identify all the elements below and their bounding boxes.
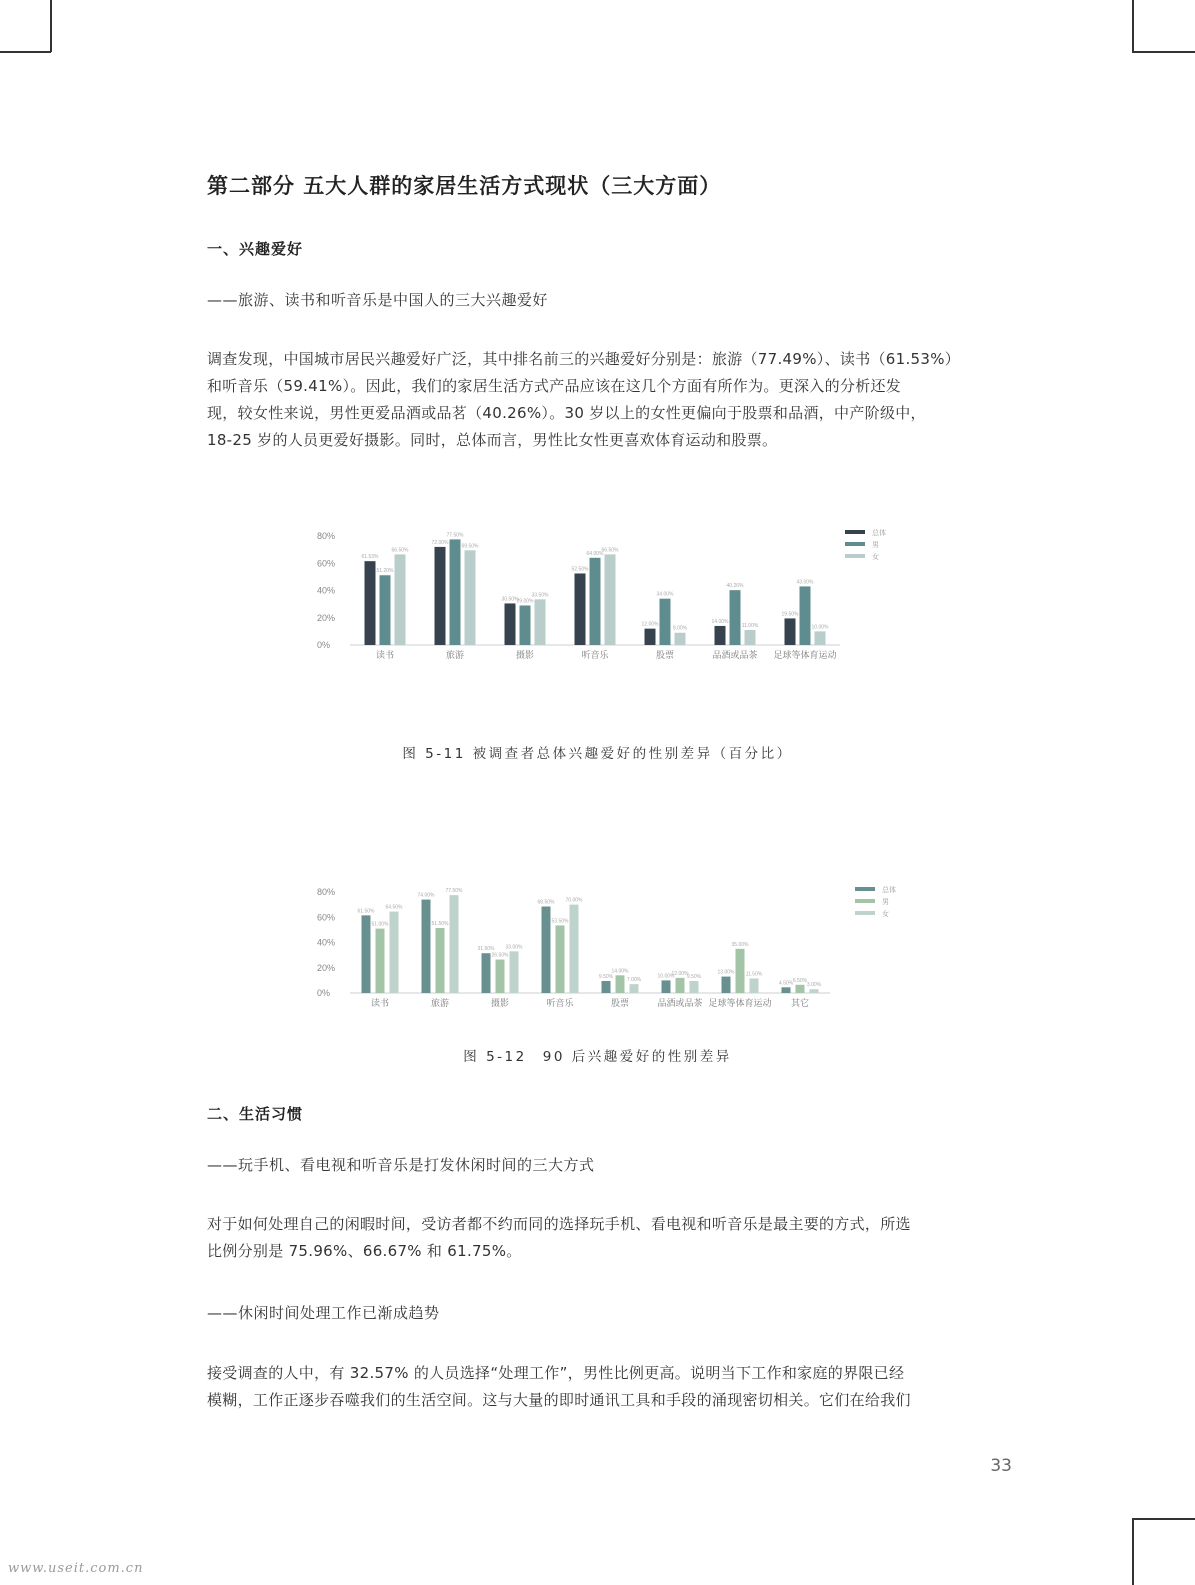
crop-mark-top-right-v: [1132, 0, 1134, 52]
data-label: 11.00%: [741, 623, 759, 630]
data-label: 74.00%: [417, 892, 435, 899]
y-tick-label: 80%: [317, 887, 336, 897]
data-label: 14.00%: [711, 618, 729, 625]
data-label: 30.50%: [501, 596, 519, 603]
x-tick-label: 摄影: [515, 651, 535, 661]
legend-label: 女: [882, 910, 889, 918]
legend-swatch: [855, 911, 875, 915]
paragraph-line: 调查发现，中国城市居民兴趣爱好广泛，其中排名前三的兴趣爱好分别是：旅游（77.49%）、读书（61.53%）: [207, 350, 961, 368]
data-label: 3.00%: [806, 982, 822, 989]
bar: [556, 925, 565, 993]
paragraph-line: 接受调查的人中，有 32.57% 的人员选择“处理工作”，男性比例更高。说明当下工作和家庭的界限已经: [207, 1364, 905, 1382]
page-title: 第二部分 五大人群的家居生活方式现状（三大方面）: [207, 174, 722, 198]
x-tick-label: 其它: [790, 999, 810, 1009]
data-label: 66.50%: [391, 547, 409, 554]
bar: [570, 905, 579, 993]
legend-label: 总体: [882, 886, 896, 894]
bar: [365, 561, 376, 645]
subheading-interests: ——旅游、读书和听音乐是中国人的三大兴趣爱好: [207, 291, 549, 309]
bar: [660, 599, 671, 645]
bar: [715, 626, 726, 645]
paragraph-line: 模糊，工作正逐步吞噬我们的生活空间。这与大量的即时通讯工具和手段的涌现密切相关。它们在给我们: [207, 1391, 911, 1409]
crop-mark-top-left-h: [0, 51, 51, 53]
data-label: 64.50%: [385, 904, 403, 911]
legend-swatch: [845, 554, 865, 558]
bar: [690, 981, 699, 993]
legend-swatch: [855, 887, 875, 891]
bar: [542, 907, 551, 993]
legend-label: 总体: [872, 529, 886, 537]
bar: [605, 554, 616, 645]
data-label: 52.50%: [571, 566, 589, 573]
bar: [800, 586, 811, 645]
data-label: 9.00%: [672, 625, 688, 632]
bar: [450, 539, 461, 645]
data-label: 69.50%: [461, 543, 479, 550]
y-tick-label: 80%: [317, 531, 336, 541]
figure-caption-5-12: 图 5-12 90 后兴趣爱好的性别差异: [463, 1049, 732, 1065]
data-label: 33.50%: [531, 592, 549, 599]
bar: [750, 978, 759, 993]
bar: [645, 629, 656, 645]
bar: [395, 554, 406, 645]
bar: [662, 980, 671, 993]
section-heading-habits: 二、生活习惯: [207, 1105, 304, 1123]
paragraph-line: 对于如何处理自己的闲暇时间，受访者都不约而同的选择玩手机、看电视和听音乐是最主要的方式，所选: [207, 1215, 911, 1233]
x-tick-label: 足球等体育运动: [708, 999, 772, 1009]
paragraph-line: 比例分别是 75.96%、66.67% 和 61.75%。: [207, 1242, 522, 1260]
section-heading-interests: 一、兴趣爱好: [207, 240, 304, 258]
legend-swatch: [845, 530, 865, 534]
bar: [722, 977, 731, 993]
bar: [422, 900, 431, 993]
data-label: 72.00%: [431, 539, 449, 546]
data-label: 12.00%: [641, 621, 659, 628]
x-tick-label: 摄影: [490, 999, 510, 1009]
data-label: 51.50%: [431, 920, 449, 927]
data-label: 68.50%: [537, 899, 555, 906]
data-label: 9.50%: [686, 974, 702, 981]
data-label: 11.50%: [745, 971, 763, 978]
legend-label: 男: [882, 898, 889, 906]
data-label: 66.50%: [601, 547, 619, 554]
bar: [782, 987, 791, 993]
data-label: 9.50%: [598, 974, 614, 981]
x-tick-label: 旅游: [445, 651, 465, 661]
bar: [376, 929, 385, 993]
page-number: 33: [990, 1456, 1012, 1476]
data-label: 7.00%: [626, 977, 642, 984]
y-tick-label: 0%: [317, 640, 331, 650]
data-label: 26.50%: [491, 952, 509, 959]
bar: [535, 599, 546, 645]
data-label: 43.00%: [796, 579, 814, 586]
y-tick-label: 20%: [317, 962, 336, 973]
data-label: 10.00%: [657, 973, 675, 980]
x-tick-label: 品酒或品茶: [657, 999, 703, 1009]
data-label: 77.50%: [445, 888, 463, 895]
x-tick-label: 听音乐: [581, 651, 609, 661]
bar: [736, 949, 745, 993]
data-label: 51.00%: [371, 921, 389, 928]
data-label: 40.26%: [726, 583, 744, 590]
crop-mark-top-left-v: [50, 0, 52, 52]
paragraph-line: 18-25 岁的人员更爱好摄影。同时，总体而言，男性比女性更喜欢体育运动和股票。: [207, 431, 778, 449]
bar: [482, 953, 491, 993]
data-label: 51.20%: [376, 568, 394, 575]
bar: [450, 895, 459, 993]
x-tick-label: 听音乐: [546, 999, 574, 1009]
bar-chart-interests-by-gender: [300, 520, 900, 670]
bar: [590, 558, 601, 645]
bar: [362, 915, 371, 993]
bar: [575, 573, 586, 645]
y-tick-label: 0%: [317, 988, 331, 998]
x-tick-label: 股票: [655, 651, 675, 661]
paragraph-interests: [207, 346, 1015, 454]
x-tick-label: 股票: [610, 999, 630, 1009]
paragraph-leisure: [207, 1211, 1015, 1265]
bar: [730, 590, 741, 645]
y-tick-label: 40%: [317, 585, 336, 596]
x-tick-label: 读书: [375, 651, 395, 661]
bar: [796, 985, 805, 993]
data-label: 64.00%: [586, 550, 604, 557]
bar: [810, 989, 819, 993]
bar: [616, 975, 625, 993]
bar: [435, 547, 446, 645]
data-label: 61.50%: [357, 908, 375, 915]
bar: [675, 633, 686, 645]
bar: [602, 981, 611, 993]
x-tick-label: 旅游: [430, 999, 450, 1009]
x-tick-label: 读书: [370, 999, 390, 1009]
bar: [815, 631, 826, 645]
subheading-work-trend: ——休闲时间处理工作已渐成趋势: [207, 1304, 440, 1322]
bar: [390, 912, 399, 993]
data-label: 4.50%: [778, 980, 794, 987]
bar: [785, 618, 796, 645]
data-label: 33.00%: [505, 944, 523, 951]
data-label: 6.50%: [792, 977, 808, 984]
data-label: 35.00%: [731, 941, 749, 948]
data-label: 12.00%: [671, 970, 689, 977]
paragraph-line: 和听音乐（59.41%）。因此，我们的家居生活方式产品应该在这几个方面有所作为。更深入的分析还发: [207, 377, 902, 395]
data-label: 53.50%: [551, 918, 569, 925]
data-label: 70.00%: [565, 897, 583, 904]
y-tick-label: 60%: [317, 912, 336, 923]
bar: [630, 984, 639, 993]
x-tick-label: 品酒或品茶: [712, 651, 758, 661]
legend-label: 女: [872, 553, 879, 561]
watermark: www.useit.com.cn: [8, 1561, 144, 1576]
bar: [465, 550, 476, 645]
data-label: 61.53%: [361, 554, 379, 561]
legend-swatch: [845, 542, 865, 546]
data-label: 31.50%: [477, 946, 495, 953]
data-label: 19.50%: [781, 611, 799, 618]
crop-mark-top-right-h: [1132, 51, 1195, 53]
data-label: 29.00%: [516, 598, 534, 605]
paragraph-line: 现，较女性来说，男性更爱品酒或品茗（40.26%）。30 岁以上的女性更偏向于股票和品酒，中产阶级中，: [207, 404, 926, 422]
y-tick-label: 40%: [317, 937, 336, 948]
legend-swatch: [855, 899, 875, 903]
paragraph-work: [207, 1360, 1015, 1414]
bar: [510, 951, 519, 993]
data-label: 34.00%: [656, 591, 674, 598]
x-tick-label: 足球等体育运动: [773, 651, 837, 661]
figure-caption-5-11: 图 5-11 被调查者总体兴趣爱好的性别差异（百分比）: [402, 746, 793, 762]
data-label: 14.00%: [611, 968, 629, 975]
data-label: 10.00%: [811, 624, 829, 631]
bar: [676, 978, 685, 993]
subheading-leisure-ways: ——玩手机、看电视和听音乐是打发休闲时间的三大方式: [207, 1156, 595, 1174]
bar: [436, 928, 445, 993]
crop-mark-bottom-right-v: [1132, 1518, 1134, 1585]
bar: [745, 630, 756, 645]
legend-label: 男: [872, 541, 879, 549]
bar-chart-post90s-interests-by-gender: [300, 878, 910, 1013]
bar: [380, 575, 391, 645]
y-tick-label: 20%: [317, 612, 336, 623]
crop-mark-bottom-right-h: [1132, 1518, 1195, 1520]
y-tick-label: 60%: [317, 558, 336, 569]
bar: [520, 605, 531, 645]
data-label: 13.00%: [717, 969, 735, 976]
data-label: 77.50%: [446, 532, 464, 539]
bar: [496, 960, 505, 993]
bar: [505, 603, 516, 645]
